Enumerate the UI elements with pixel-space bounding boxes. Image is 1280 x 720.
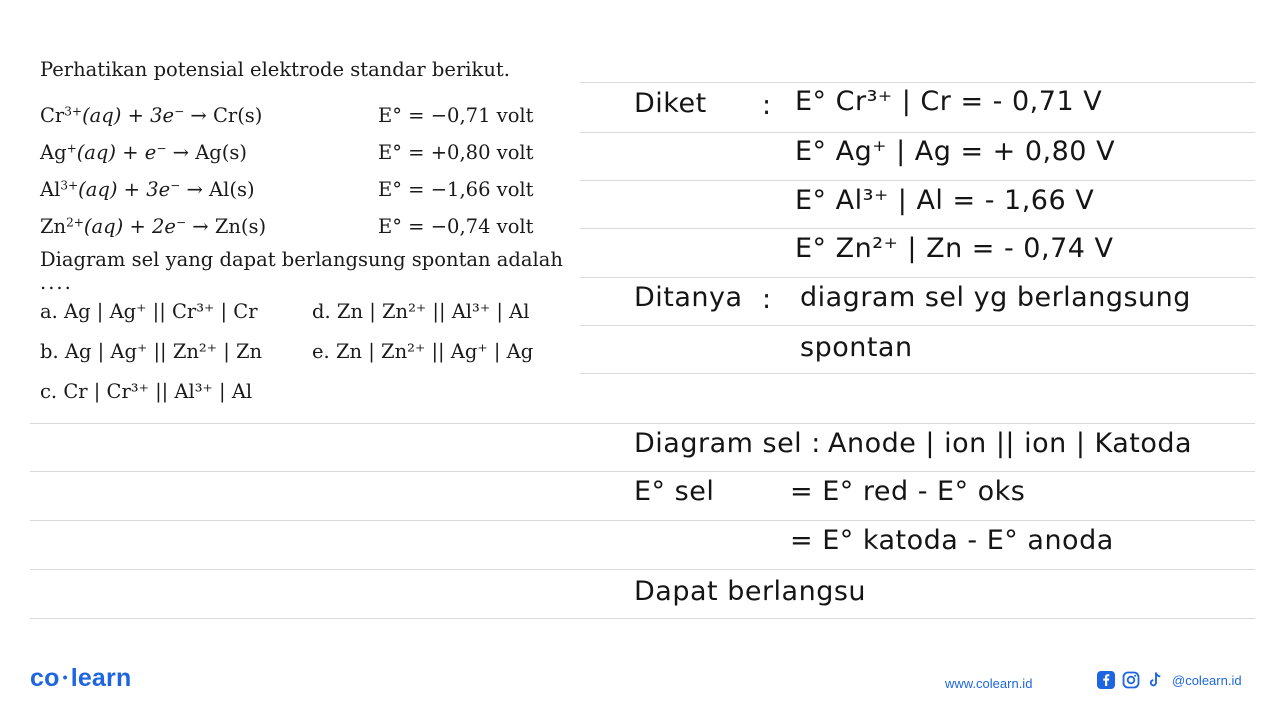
esel-label: E° sel <box>634 476 715 507</box>
ditanya-text: spontan <box>800 332 913 363</box>
diket-line: E° Ag⁺ | Ag = + 0,80 V <box>795 136 1116 167</box>
problem-statement <box>40 58 580 420</box>
reaction-row <box>40 171 580 208</box>
option-d[interactable]: d. Zn | Zn²⁺ || Al³⁺ | Al <box>312 300 530 324</box>
ruled-line <box>30 423 1255 424</box>
ruled-line <box>30 569 1255 570</box>
ditanya-colon: : <box>762 284 772 315</box>
diket-label: Diket <box>634 88 707 119</box>
esel-formula: = E° red - E° oks <box>790 476 1026 507</box>
reaction-row <box>40 97 580 134</box>
reaction-row <box>40 134 580 171</box>
ditanya-text: diagram sel yg berlangsung <box>800 282 1191 313</box>
question-text: Diagram sel yang dapat berlangsung spontan adalah <box>40 248 563 271</box>
diagram-sel-value: Anode | ion || ion | Katoda <box>828 428 1193 459</box>
dapat-text: Dapat berlangsu <box>634 576 867 607</box>
ruled-line <box>30 618 1255 619</box>
diket-colon: : <box>762 90 772 121</box>
reaction-row <box>40 208 580 245</box>
option-a[interactable]: a. Ag | Ag⁺ || Cr³⁺ | Cr <box>40 300 258 324</box>
ruled-line <box>580 180 1255 181</box>
standard-potential: E° = −1,66 volt <box>378 178 534 201</box>
standard-potential: E° = +0,80 volt <box>378 141 534 164</box>
instagram-icon[interactable] <box>1122 671 1140 689</box>
ruled-line <box>30 471 1255 472</box>
problem-title: Perhatikan potensial elektrode standar berikut. <box>40 58 510 81</box>
answer-options <box>40 300 580 420</box>
diagram-sel-label: Diagram sel : <box>634 428 821 459</box>
facebook-icon[interactable] <box>1097 671 1115 689</box>
half-reaction: $Cr^{3+}(aq) + 3e^- \to Cr(s)$ <box>40 104 263 127</box>
ruled-line <box>580 325 1255 326</box>
social-handle[interactable]: @colearn.id <box>1172 672 1242 688</box>
option-e[interactable]: e. Zn | Zn²⁺ || Ag⁺ | Ag <box>312 340 534 364</box>
diket-line: E° Zn²⁺ | Zn = - 0,74 V <box>795 233 1114 264</box>
option-b[interactable]: b. Ag | Ag⁺ || Zn²⁺ | Zn <box>40 340 263 364</box>
standard-potential: E° = −0,71 volt <box>378 104 534 127</box>
ruled-line <box>580 132 1255 133</box>
option-c[interactable]: c. Cr | Cr³⁺ || Al³⁺ | Al <box>40 380 253 404</box>
colearn-logo: co • learn <box>30 664 132 692</box>
half-reaction: $Zn^{2+}(aq) + 2e^- \to Zn(s)$ <box>40 215 267 238</box>
half-reaction: Ag+(aq) + e− → Ag(s) <box>40 141 247 164</box>
ruled-line <box>30 520 1255 521</box>
ruled-line <box>580 228 1255 229</box>
ruled-line <box>580 277 1255 278</box>
ruled-line <box>580 373 1255 374</box>
question-dots: .... <box>40 271 73 295</box>
website-link[interactable]: www.colearn.id <box>945 676 1033 691</box>
diket-line: E° Al³⁺ | Al = - 1,66 V <box>795 185 1095 216</box>
diket-line: E° Cr³⁺ | Cr = - 0,71 V <box>795 86 1103 117</box>
ditanya-label: Ditanya <box>634 282 743 313</box>
esel-formula: = E° katoda - E° anoda <box>790 525 1114 556</box>
half-reaction: $Al^{3+}(aq) + 3e^- \to Al(s)$ <box>40 178 255 201</box>
ruled-line <box>580 82 1255 83</box>
social-links <box>1097 671 1242 689</box>
tiktok-icon[interactable] <box>1147 671 1163 689</box>
standard-potential: E° = −0,74 volt <box>378 215 534 238</box>
